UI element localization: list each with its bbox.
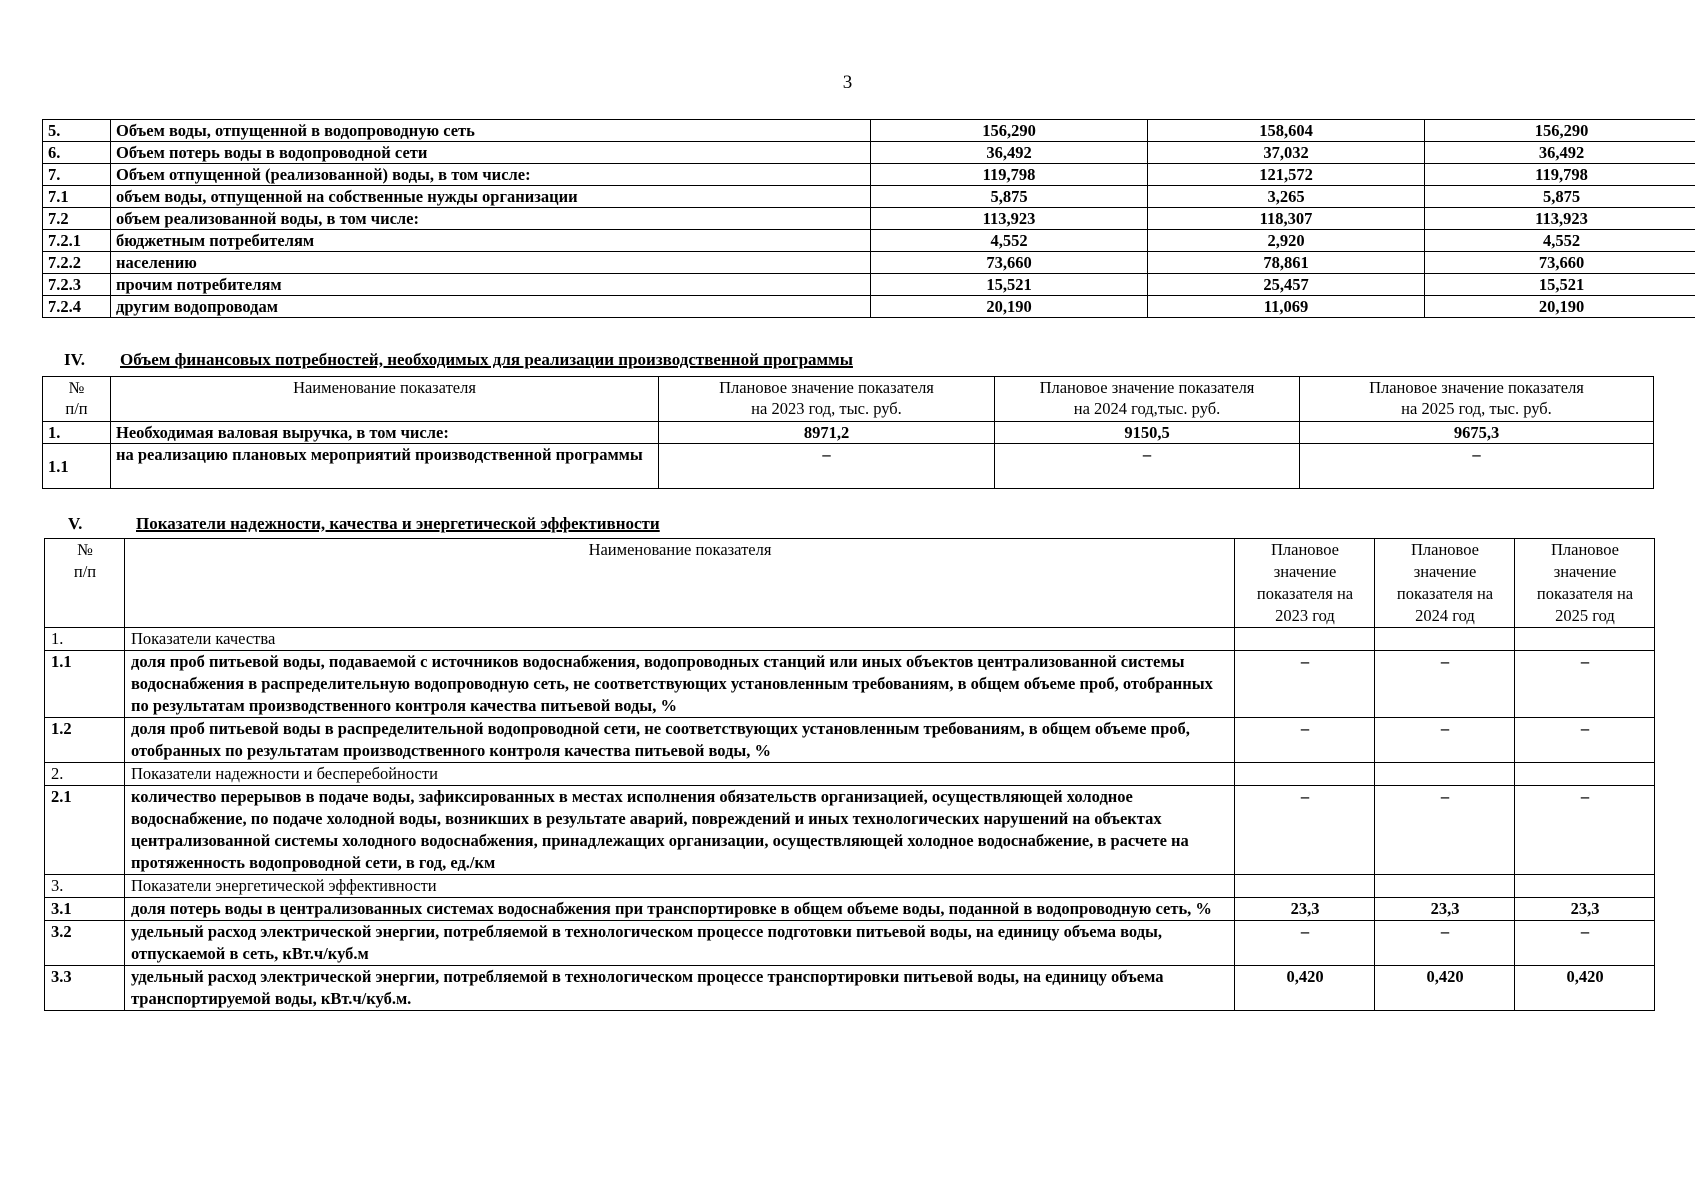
section-4-title: Объем финансовых потребностей, необходимых для реализации производственной программы	[120, 350, 853, 369]
value-2023	[1235, 763, 1375, 786]
value-2025: 15,521	[1425, 274, 1695, 296]
table-row	[43, 164, 1695, 186]
value-2023: –	[1235, 786, 1375, 875]
row-number: 3.2	[45, 921, 125, 966]
value-2023: –	[1235, 921, 1375, 966]
row-number: 1.	[43, 422, 111, 444]
value-2023: 113,923	[871, 208, 1148, 230]
production-volume-table	[42, 119, 1695, 318]
row-number: 7.2	[43, 208, 111, 230]
value-2023	[1235, 875, 1375, 898]
value-2025: 20,190	[1425, 296, 1695, 318]
row-name: населению	[111, 252, 871, 274]
row-name: Необходимая валовая выручка, в том числе:	[111, 422, 659, 444]
table-row	[45, 898, 1655, 921]
value-2024: 11,069	[1148, 296, 1425, 318]
value-2024	[1375, 763, 1515, 786]
value-2024: 78,861	[1148, 252, 1425, 274]
value-2024: 2,920	[1148, 230, 1425, 252]
row-number: 2.	[45, 763, 125, 786]
row-name: доля проб питьевой воды в распределительной водопроводной сети, не соответствующих установленным требованиям, в общем объеме проб, отобранных по результатам производственного контроля качества питьевой воды, %	[125, 718, 1235, 763]
section-5-heading	[68, 514, 660, 534]
row-name: Объем воды, отпущенной в водопроводную сеть	[111, 120, 871, 142]
table-row	[43, 252, 1695, 274]
row-name: доля потерь воды в централизованных системах водоснабжения при транспортировке в общем объеме воды, поданной в водопроводную сеть, %	[125, 898, 1235, 921]
value-2025: 113,923	[1425, 208, 1695, 230]
value-2024: –	[995, 444, 1300, 489]
row-name: бюджетным потребителям	[111, 230, 871, 252]
table-row	[45, 966, 1655, 1011]
table-row	[43, 296, 1695, 318]
value-2025: 0,420	[1515, 966, 1655, 1011]
value-2024: –	[1375, 718, 1515, 763]
value-2025: –	[1515, 786, 1655, 875]
table-row	[45, 651, 1655, 718]
value-2024: 158,604	[1148, 120, 1425, 142]
header-2025: Плановое значение показателя на 2025 год	[1515, 539, 1655, 628]
value-2025: 73,660	[1425, 252, 1695, 274]
value-2024	[1375, 875, 1515, 898]
value-2025: 23,3	[1515, 898, 1655, 921]
value-2023: 156,290	[871, 120, 1148, 142]
row-name: другим водопроводам	[111, 296, 871, 318]
value-2024: –	[1375, 786, 1515, 875]
header-number: № п/п	[45, 539, 125, 628]
value-2024: 25,457	[1148, 274, 1425, 296]
value-2023: 4,552	[871, 230, 1148, 252]
value-2023: –	[1235, 651, 1375, 718]
table-row	[43, 120, 1695, 142]
row-name: объем реализованной воды, в том числе:	[111, 208, 871, 230]
row-number: 3.3	[45, 966, 125, 1011]
header-name: Наименование показателя	[111, 377, 659, 422]
row-number: 1.	[45, 628, 125, 651]
table-row	[45, 875, 1655, 898]
row-number: 1.2	[45, 718, 125, 763]
value-2023: 36,492	[871, 142, 1148, 164]
value-2023	[1235, 628, 1375, 651]
row-number: 7.2.2	[43, 252, 111, 274]
row-number: 7.2.4	[43, 296, 111, 318]
value-2024: 121,572	[1148, 164, 1425, 186]
value-2024: 0,420	[1375, 966, 1515, 1011]
value-2025	[1515, 763, 1655, 786]
row-number: 3.	[45, 875, 125, 898]
row-name: объем воды, отпущенной на собственные нужды организации	[111, 186, 871, 208]
row-number: 3.1	[45, 898, 125, 921]
section-4-heading	[64, 350, 853, 370]
value-2025: 36,492	[1425, 142, 1695, 164]
section-4-number: IV.	[64, 350, 85, 369]
header-2024: Плановое значение показателя на 2024 год	[1375, 539, 1515, 628]
value-2023: 73,660	[871, 252, 1148, 274]
header-2023: Плановое значение показателя на 2023 год, тыс. руб.	[659, 377, 995, 422]
value-2023: 15,521	[871, 274, 1148, 296]
row-number: 7.1	[43, 186, 111, 208]
table-row	[43, 186, 1695, 208]
table-row	[43, 208, 1695, 230]
row-name: удельный расход электрической энергии, потребляемой в технологическом процессе транспортировки питьевой воды, на единицу объема транспортируемой воды, кВт.ч/куб.м.	[125, 966, 1235, 1011]
row-name: доля проб питьевой воды, подаваемой с источников водоснабжения, водопроводных станций или иных объектов централизованной системы водоснабжения в распределительную водопроводную сеть, не соответствующих установленным требованиям, в общем объеме проб, отобранных по результатам производственного контроля качества питьевой воды, %	[125, 651, 1235, 718]
value-2024: –	[1375, 921, 1515, 966]
header-number: № п/п	[43, 377, 111, 422]
row-number: 2.1	[45, 786, 125, 875]
value-2024: –	[1375, 651, 1515, 718]
header-2024: Плановое значение показателя на 2024 год,тыс. руб.	[995, 377, 1300, 422]
value-2025: –	[1515, 651, 1655, 718]
row-name: удельный расход электрической энергии, потребляемой в технологическом процессе подготовки питьевой воды, на единицу объема воды, отпускаемой в сеть, кВт.ч/куб.м	[125, 921, 1235, 966]
table-header-row	[45, 539, 1655, 628]
value-2024: 23,3	[1375, 898, 1515, 921]
value-2023: –	[1235, 718, 1375, 763]
value-2023: 0,420	[1235, 966, 1375, 1011]
table-row	[43, 230, 1695, 252]
table-row	[43, 274, 1695, 296]
value-2023: 8971,2	[659, 422, 995, 444]
value-2025: –	[1515, 718, 1655, 763]
row-number: 7.2.3	[43, 274, 111, 296]
value-2023: 20,190	[871, 296, 1148, 318]
financial-needs-table	[42, 376, 1654, 489]
row-name: Показатели качества	[125, 628, 1235, 651]
table-row	[45, 718, 1655, 763]
value-2024: 9150,5	[995, 422, 1300, 444]
value-2023: –	[659, 444, 995, 489]
section-5-number: V.	[68, 514, 83, 533]
row-name: прочим потребителям	[111, 274, 871, 296]
table-row	[45, 921, 1655, 966]
value-2024: 37,032	[1148, 142, 1425, 164]
value-2023: 23,3	[1235, 898, 1375, 921]
header-name: Наименование показателя	[125, 539, 1235, 628]
table-row	[45, 763, 1655, 786]
row-name: Показатели энергетической эффективности	[125, 875, 1235, 898]
value-2024: 118,307	[1148, 208, 1425, 230]
value-2025	[1515, 875, 1655, 898]
table-row	[43, 444, 1654, 489]
value-2024	[1375, 628, 1515, 651]
table-row	[43, 142, 1695, 164]
row-number: 7.	[43, 164, 111, 186]
row-name: на реализацию плановых мероприятий производственной программы	[111, 444, 659, 489]
row-name: количество перерывов в подаче воды, зафиксированных в местах исполнения обязательств организацией, осуществляющей холодное водоснабжение, по подаче холодной воды, возникших в результате аварий, повреждений и иных технологических нарушений на объектах централизованной системы холодного водоснабжения, принадлежащих организации, осуществляющей холодное водоснабжение, в расчете на протяженность водопроводной сети, в год, ед./км	[125, 786, 1235, 875]
row-number: 1.1	[45, 651, 125, 718]
value-2025: –	[1300, 444, 1654, 489]
row-name: Показатели надежности и бесперебойности	[125, 763, 1235, 786]
value-2024: 3,265	[1148, 186, 1425, 208]
row-number: 5.	[43, 120, 111, 142]
value-2025: –	[1515, 921, 1655, 966]
row-number: 1.1	[43, 444, 111, 489]
header-2023: Плановое значение показателя на 2023 год	[1235, 539, 1375, 628]
value-2023: 5,875	[871, 186, 1148, 208]
row-name: Объем отпущенной (реализованной) воды, в том числе:	[111, 164, 871, 186]
section-5-title: Показатели надежности, качества и энергетической эффективности	[136, 514, 660, 533]
value-2023: 119,798	[871, 164, 1148, 186]
value-2025	[1515, 628, 1655, 651]
value-2025: 5,875	[1425, 186, 1695, 208]
page-number: 3	[842, 72, 853, 93]
row-name: Объем потерь воды в водопроводной сети	[111, 142, 871, 164]
value-2025: 9675,3	[1300, 422, 1654, 444]
table-row	[43, 422, 1654, 444]
table-header-row	[43, 377, 1654, 422]
value-2025: 119,798	[1425, 164, 1695, 186]
value-2025: 4,552	[1425, 230, 1695, 252]
row-number: 6.	[43, 142, 111, 164]
reliability-quality-table	[44, 538, 1655, 1011]
table-row	[45, 786, 1655, 875]
table-row	[45, 628, 1655, 651]
header-2025: Плановое значение показателя на 2025 год, тыс. руб.	[1300, 377, 1654, 422]
value-2025: 156,290	[1425, 120, 1695, 142]
row-number: 7.2.1	[43, 230, 111, 252]
